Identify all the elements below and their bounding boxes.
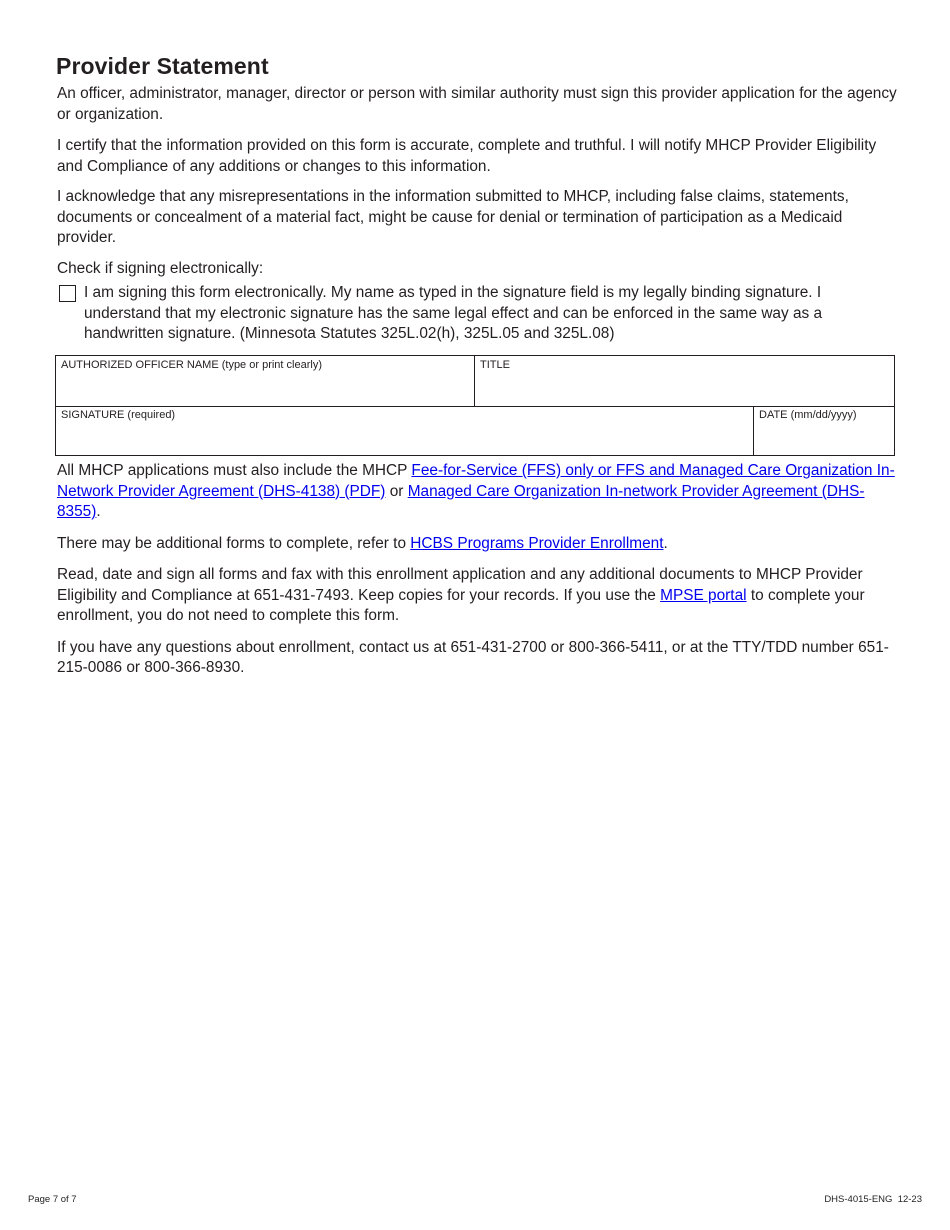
acknowledge-paragraph: I acknowledge that any misrepresentations in the information submitted to MHCP, including false claims, statements, documents or concealment of a material fact, might be cause for denial or termination of participation as a Medicaid provider. xyxy=(57,188,849,246)
fax-text: to complete your enrollment, you do not need to complete this form. xyxy=(57,586,865,624)
signature-table-row xyxy=(56,406,894,455)
title-label: TITLE xyxy=(480,359,510,371)
fax-paragraph xyxy=(57,565,897,627)
signature-label: SIGNATURE (required) xyxy=(61,409,176,421)
electronic-signature-label: I am signing this form electronically. My name as typed in the signature field is my legally binding signature. I understand that my electronic signature has the same legal effect and can be enforced in the same way as a handwritten signature. (Minnesota Statutes 325L.02(h), 325L.05 and 325L.08) xyxy=(84,284,823,342)
mpse-portal-link[interactable]: MPSE portal xyxy=(660,586,747,604)
additional-forms-text: . xyxy=(663,534,668,552)
signature-field[interactable] xyxy=(56,406,754,455)
additional-forms-text: There may be additional forms to complete, refer to xyxy=(57,534,411,552)
electronic-signature-checkbox[interactable] xyxy=(59,285,76,302)
contact-paragraph: If you have any questions about enrollment, contact us at 651-431-2700 or 800-366-5411, or at the TTY/TDD number 651-215-0086 or 800-366-8930. xyxy=(57,638,889,676)
signature-table-row xyxy=(56,356,894,407)
form-id: DHS-4015-ENG 12-23 xyxy=(824,1194,922,1205)
fax-text: Read, date and sign all forms and fax with this enrollment application and any additional documents to MHCP Provider Eligibility and Compliance at 651-431-7493. Keep copies for your records. If you use the xyxy=(57,566,863,604)
additional-forms-paragraph xyxy=(57,534,897,555)
agreement-text: or xyxy=(385,482,408,500)
agreement-text: All MHCP applications must also include the MHCP xyxy=(57,462,412,479)
page-number: Page 7 of 7 xyxy=(28,1194,77,1205)
certify-paragraph: I certify that the information provided on this form is accurate, complete and truthful. I will notify MHCP Provider Eligibility and Compliance of any additions or changes to this information. xyxy=(57,137,877,175)
instructions-body xyxy=(57,461,897,690)
hcbs-enrollment-link[interactable]: HCBS Programs Provider Enrollment xyxy=(410,534,664,552)
electronic-signature-option xyxy=(57,283,897,345)
authorized-officer-name-field[interactable] xyxy=(56,356,475,406)
statement-body xyxy=(57,84,897,345)
signature-table xyxy=(55,355,895,456)
date-label: DATE (mm/dd/yyyy) xyxy=(759,409,857,421)
agreement-paragraph xyxy=(57,461,897,523)
agreement-text: . xyxy=(96,503,101,520)
page-title: Provider Statement xyxy=(56,53,269,79)
intro-paragraph: An officer, administrator, manager, director or person with similar authority must sign this provider application for the agency or organization. xyxy=(57,85,897,123)
authorized-officer-name-label: AUTHORIZED OFFICER NAME (type or print clearly) xyxy=(61,359,322,371)
ffs-agreement-link[interactable]: Fee-for-Service (FFS) only or FFS and Managed Care Organization In-Network Provider Agreement (DHS-4138) (PDF) xyxy=(57,462,895,500)
check-prompt: Check if signing electronically: xyxy=(57,259,264,277)
date-field[interactable] xyxy=(754,406,894,455)
mco-agreement-link[interactable]: Managed Care Organization In-network Provider Agreement (DHS-8355) xyxy=(57,482,865,520)
title-field[interactable] xyxy=(475,356,894,406)
